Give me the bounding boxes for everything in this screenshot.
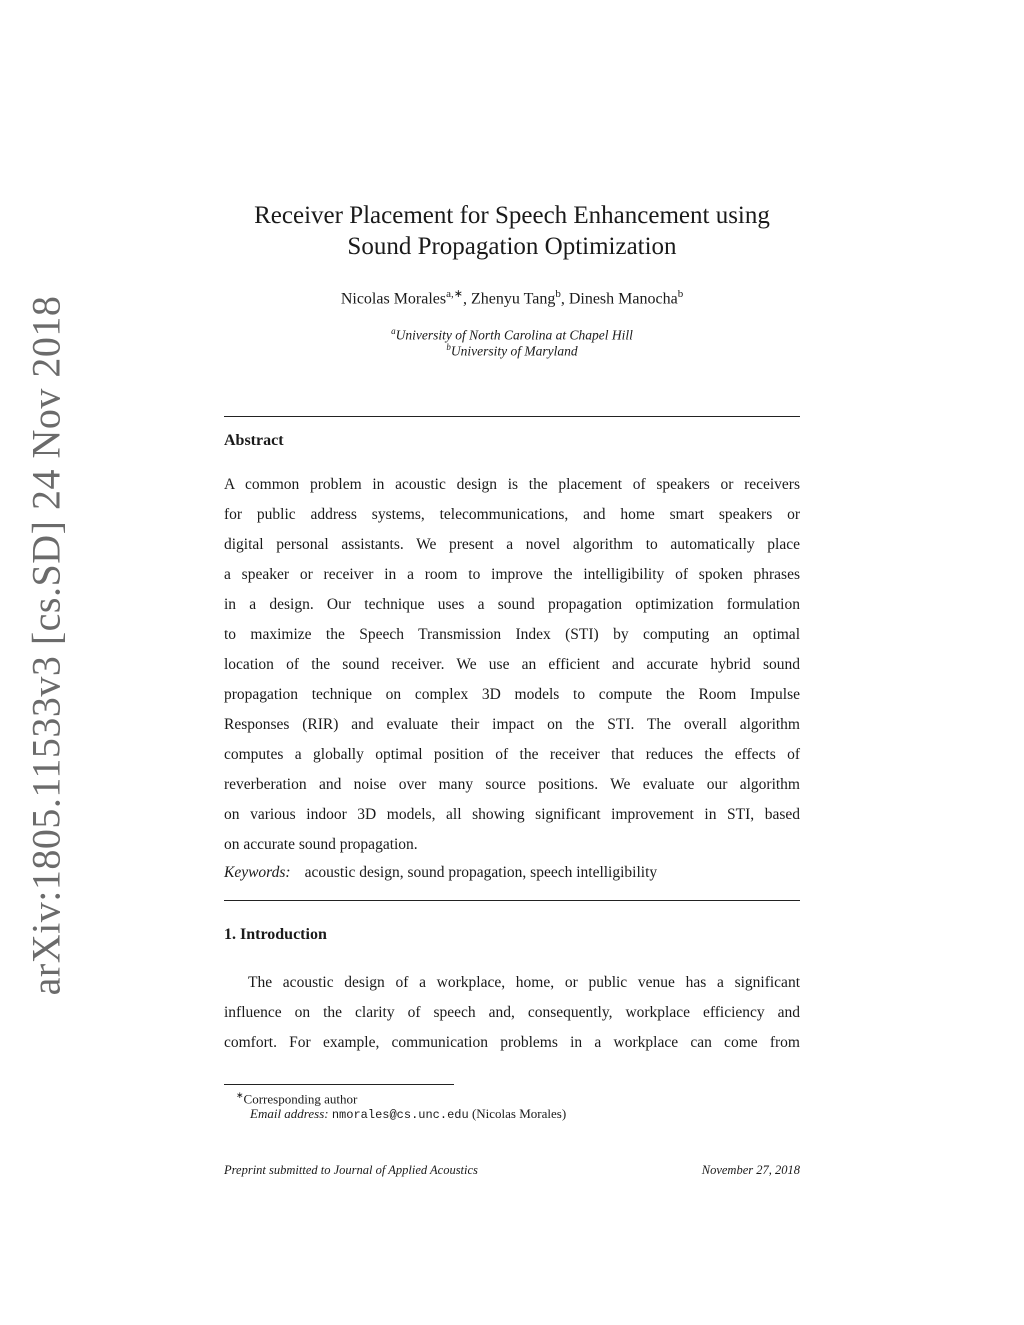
footnote-mark: ∗ <box>236 1090 244 1100</box>
footer-date: November 27, 2018 <box>701 1163 800 1177</box>
affiliation-mark: b <box>446 342 451 352</box>
abstract-line: on accurate sound propagation. <box>224 836 418 853</box>
affiliation-mark: a <box>391 326 396 336</box>
author-affiliation-mark: a,∗ <box>446 288 463 300</box>
abstract-line: a speaker or receiver in a room to improve the intelligibility of spoken phrases <box>224 566 800 583</box>
affiliation-b <box>224 342 800 360</box>
arxiv-identifier: arXiv:1805.11533v3 [cs.SD] 24 Nov 2018 <box>23 295 69 995</box>
footnote-rule <box>224 1084 454 1085</box>
arxiv-sidebar <box>16 295 76 995</box>
author-name: Dinesh Manocha <box>568 290 678 308</box>
abstract-heading: Abstract <box>224 432 284 449</box>
footnote-corresponding-text: Corresponding author <box>243 1091 358 1107</box>
section-heading-introduction: 1. Introduction <box>224 926 327 943</box>
abstract-line: reverberation and noise over many source positions. We evaluate our algorithm <box>224 776 800 793</box>
email-link[interactable]: nmorales@cs.unc.edu <box>331 1108 469 1122</box>
abstract-body <box>224 470 800 860</box>
abstract-line: for public address systems, telecommunications, and home smart speakers or <box>224 506 800 523</box>
footnote-email <box>250 1106 566 1122</box>
abstract-line: on various indoor 3D models, all showing significant improvement in STI, based <box>224 806 800 823</box>
title-line-2: Sound Propagation Optimization <box>347 233 677 260</box>
introduction-body <box>224 968 800 1058</box>
email-label: Email address: <box>250 1106 329 1121</box>
footer-journal: Preprint submitted to Journal of Applied Acoustics <box>224 1163 478 1177</box>
author-affiliation-mark: b <box>677 288 684 300</box>
author-list: Nicolas Morales$^{a,∗}$, Zhenyu Tang$^b$, Dinesh Manocha$^b$ <box>340 288 684 308</box>
title-line-1: Receiver Placement for Speech Enhancement using <box>254 202 770 229</box>
affiliation-a <box>224 326 800 344</box>
author-affiliation-mark: b <box>555 288 561 300</box>
keywords-text: acoustic design, sound propagation, speech intelligibility <box>304 864 658 881</box>
abstract-top-rule <box>224 416 800 417</box>
abstract-line: A common problem in acoustic design is the placement of speakers or receivers <box>224 476 800 493</box>
author-name: Nicolas Morales <box>340 290 447 308</box>
paper-title <box>224 200 800 262</box>
footnote-corresponding <box>236 1090 357 1107</box>
author-name: Zhenyu Tang <box>470 290 556 308</box>
abstract-line: Responses (RIR) and evaluate their impact on the STI. The overall algorithm <box>224 716 800 733</box>
keywords-label: Keywords: <box>224 864 291 881</box>
abstract-line: in a design. Our technique uses a sound propagation optimization formulation <box>224 596 800 613</box>
affiliation-name: University of North Carolina at Chapel Hill <box>395 327 633 343</box>
intro-line: The acoustic design of a workplace, home, or public venue has a significant <box>248 974 800 991</box>
keywords <box>224 864 657 882</box>
abstract-line: digital personal assistants. We present a novel algorithm to automatically place <box>224 536 800 553</box>
intro-line: comfort. For example, communication problems in a workplace can come from <box>224 1034 800 1051</box>
abstract-bottom-rule <box>224 900 800 901</box>
abstract-line: propagation technique on complex 3D models to compute the Room Impulse <box>224 686 800 703</box>
affiliation-name: University of Maryland <box>450 343 578 359</box>
abstract-line: location of the sound receiver. We use an efficient and accurate hybrid sound <box>224 656 800 673</box>
abstract-line: computes a globally optimal position of the receiver that reduces the effects of <box>224 746 800 763</box>
intro-line: influence on the clarity of speech and, consequently, workplace efficiency and <box>224 1004 800 1021</box>
abstract-line: to maximize the Speech Transmission Index (STI) by computing an optimal <box>224 626 800 643</box>
email-owner: (Nicolas Morales) <box>471 1106 567 1121</box>
